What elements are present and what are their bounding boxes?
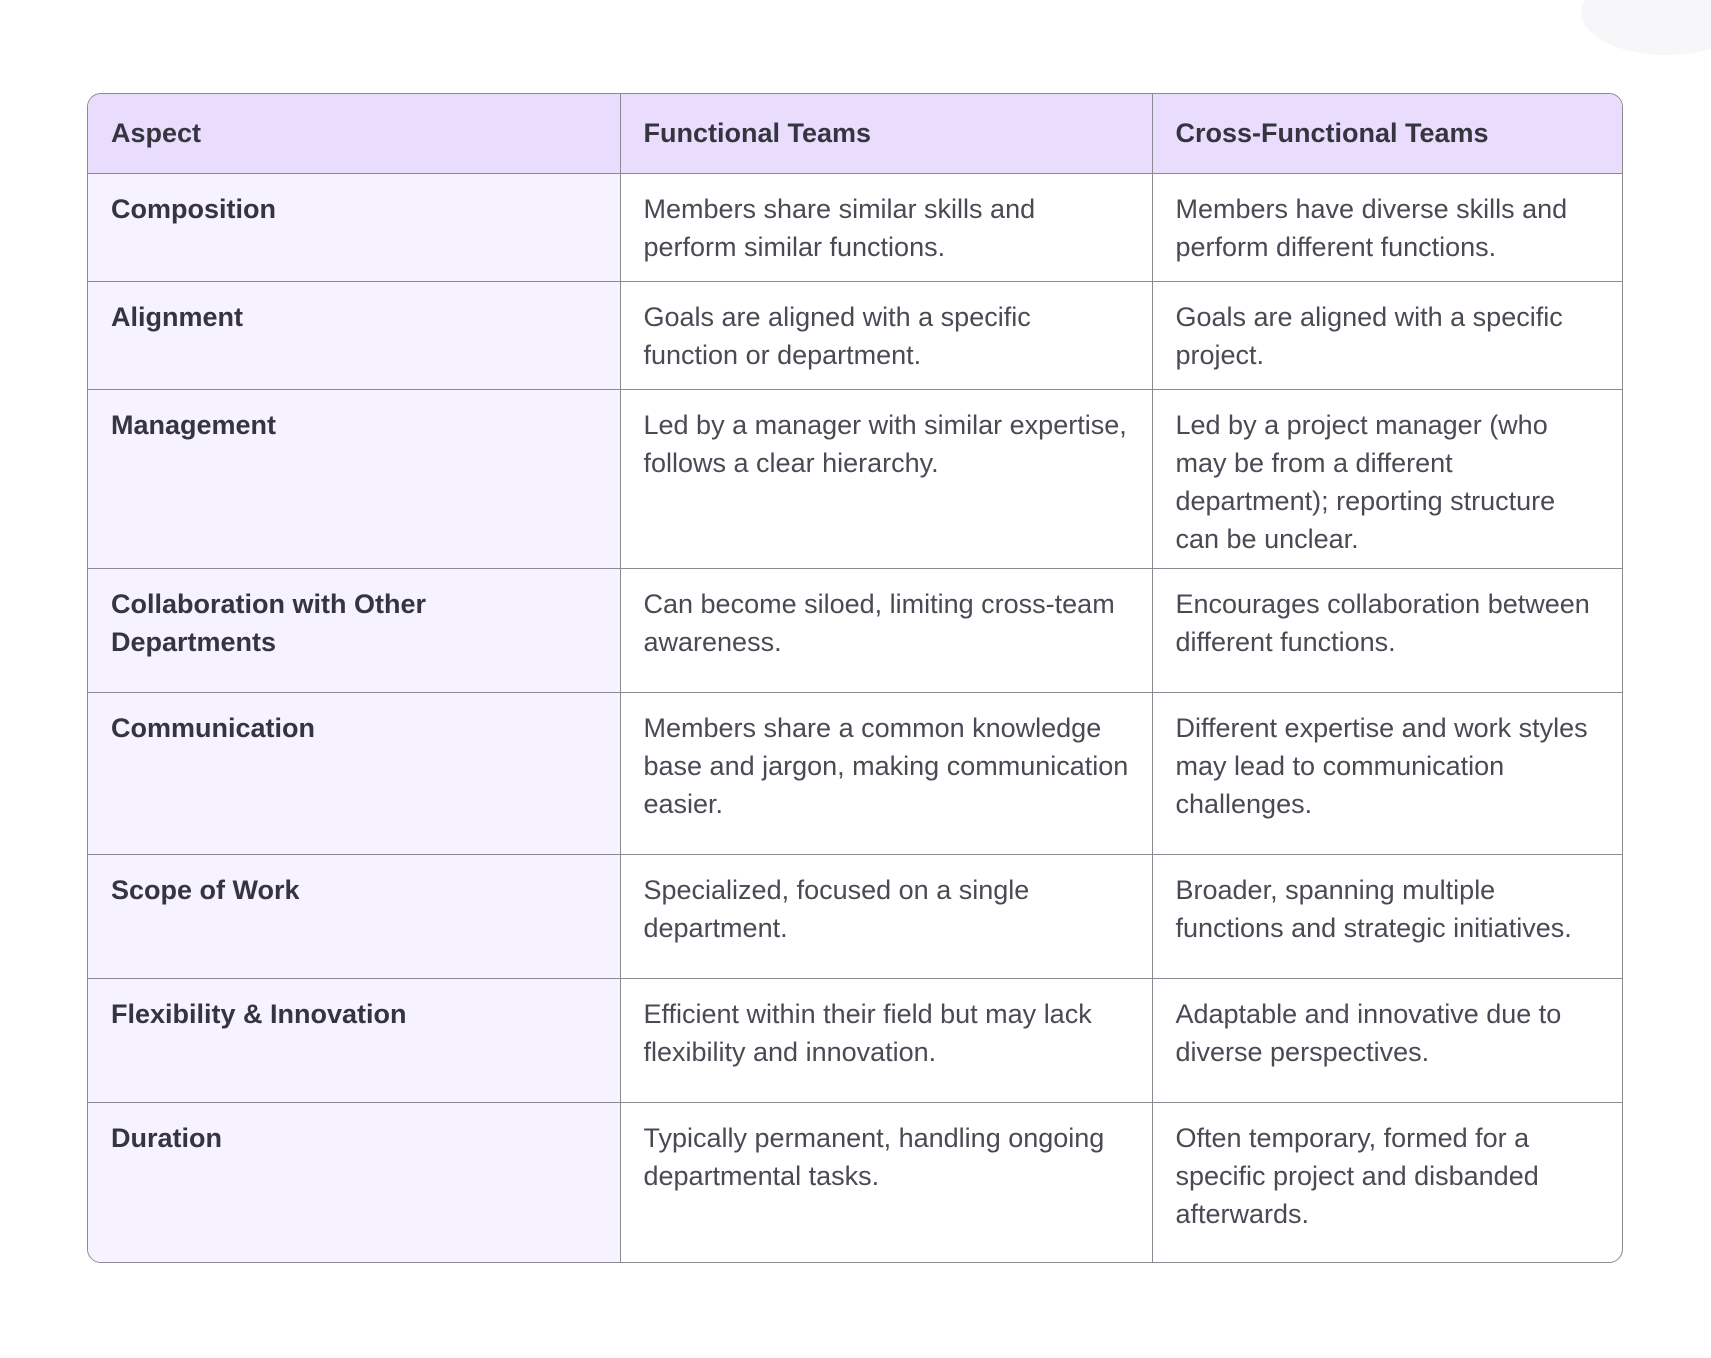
aspect-cell: Alignment [88,281,620,389]
table-row [88,854,1622,978]
functional-cell: Members share a common knowledge base and jargon, making communication easier. [620,692,1152,854]
table-row [88,389,1622,568]
cross-functional-cell: Members have diverse skills and perform different functions. [1152,173,1622,281]
functional-cell: Specialized, focused on a single department. [620,854,1152,978]
table-row [88,978,1622,1102]
cross-functional-cell: Led by a project manager (who may be from a different department); reporting structure can be unclear. [1152,389,1622,568]
cross-functional-cell: Adaptable and innovative due to diverse perspectives. [1152,978,1622,1102]
corner-decoration [1581,0,1711,55]
table-row [88,568,1622,692]
comparison-table [87,93,1623,1263]
aspect-cell: Collaboration with Other Departments [88,568,620,692]
aspect-cell: Composition [88,173,620,281]
functional-cell: Efficient within their field but may lack flexibility and innovation. [620,978,1152,1102]
cross-functional-cell: Broader, spanning multiple functions and strategic initiatives. [1152,854,1622,978]
table-row [88,1102,1622,1262]
functional-cell: Can become siloed, limiting cross-team awareness. [620,568,1152,692]
table-header-row [88,94,1622,173]
aspect-cell: Duration [88,1102,620,1262]
aspect-cell: Management [88,389,620,568]
aspect-cell: Flexibility & Innovation [88,978,620,1102]
functional-cell: Members share similar skills and perform similar functions. [620,173,1152,281]
header-functional-teams: Functional Teams [620,94,1152,173]
aspect-cell: Scope of Work [88,854,620,978]
table-row [88,281,1622,389]
comparison-table-grid [88,94,1622,1262]
functional-cell: Typically permanent, handling ongoing departmental tasks. [620,1102,1152,1262]
functional-cell: Led by a manager with similar expertise, follows a clear hierarchy. [620,389,1152,568]
cross-functional-cell: Encourages collaboration between different functions. [1152,568,1622,692]
cross-functional-cell: Different expertise and work styles may lead to communication challenges. [1152,692,1622,854]
header-cross-functional-teams: Cross-Functional Teams [1152,94,1622,173]
functional-cell: Goals are aligned with a specific function or department. [620,281,1152,389]
table-row [88,173,1622,281]
table-row [88,692,1622,854]
aspect-cell: Communication [88,692,620,854]
cross-functional-cell: Goals are aligned with a specific project. [1152,281,1622,389]
header-aspect: Aspect [88,94,620,173]
cross-functional-cell: Often temporary, formed for a specific project and disbanded afterwards. [1175,1122,1539,1229]
